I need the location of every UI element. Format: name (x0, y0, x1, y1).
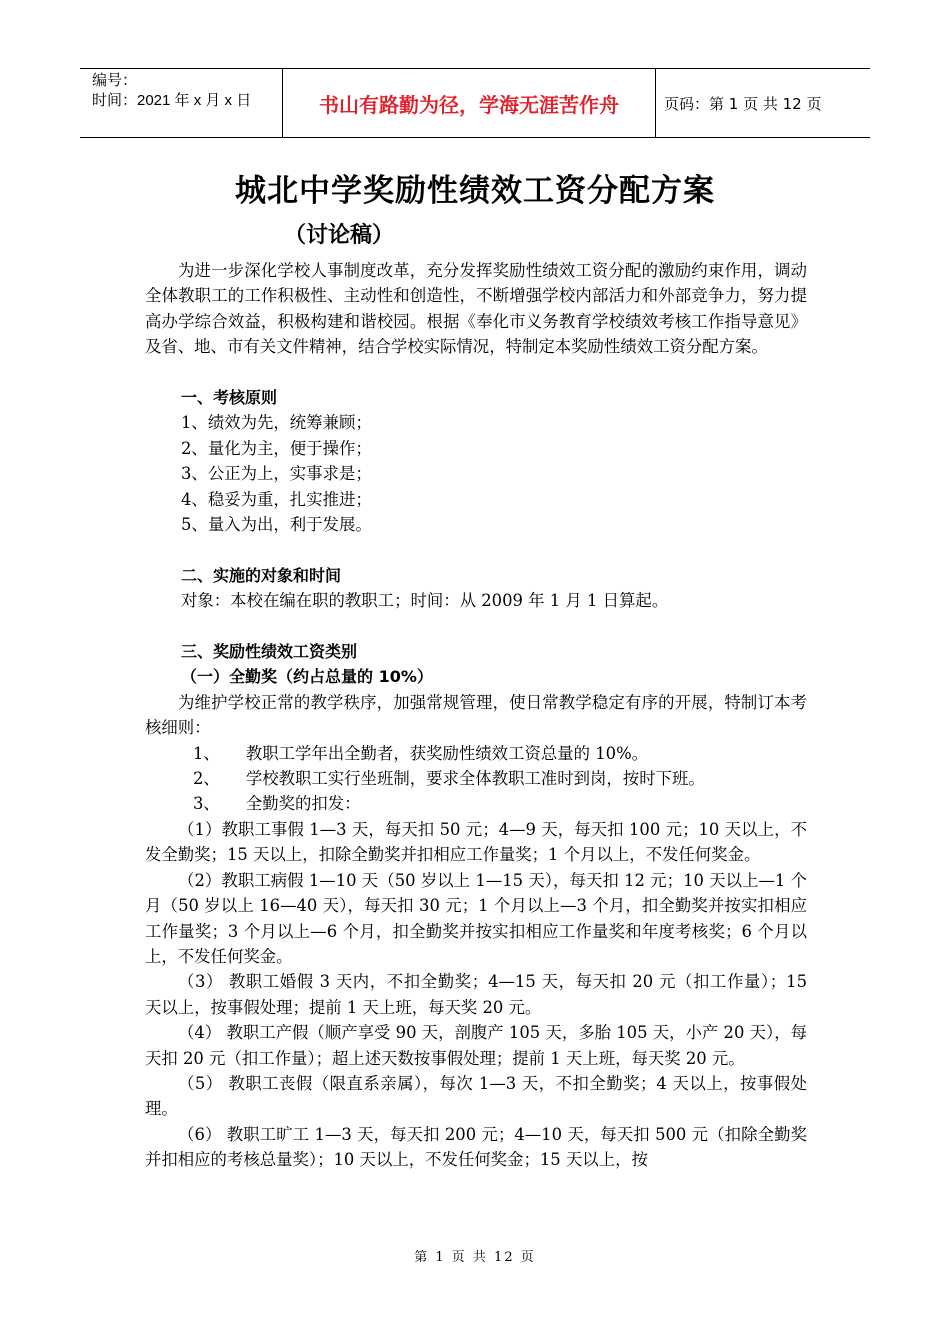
detail-paragraph: （2）教职工病假 1—10 天（50 岁以上 1—15 天），每天扣 12 元；10 天以上—1 个月（50 岁以上 16—40 天），每天扣 30 元；1 个月以上—3 个月，扣全勤奖并按实扣相应工作量奖；3 个月以上—6 个月，扣全勤奖并按实扣相应工作量奖和年度考核奖；6 个月以上，不发任何奖金。 (145, 870, 807, 966)
rule-item (145, 741, 807, 766)
detail-paragraph: （1）教职工事假 1—3 天，每天扣 50 元；4—9 天，每天扣 100 元；10 天以上，不发全勤奖；15 天以上，扣除全勤奖并扣相应工作量奖；1 个月以上，不发任何奖金。 (145, 819, 807, 865)
intro-paragraph: 为进一步深化学校人事制度改革，充分发挥奖励性绩效工资分配的激励约束作用，调动全体教职工的工作积极性、主动性和创造性，不断增强学校内部活力和外部竞争力，努力提高办学综合效益，积极构建和谐校园。根据《奉化市义务教育学校绩效考核工作指导意见》及省、地、市有关文件精神，结合学校实际情况，特制定本奖励性绩效工资分配方案。 (145, 261, 807, 357)
detail-paragraph: （4） 教职工产假（顺产享受 90 天，剖腹产 105 天，多胎 105 天，小产 20 天），每天扣 20 元（扣工作量）；超上述天数按事假处理；提前 1 天上班，每天奖 20 元。 (145, 1023, 807, 1068)
principle-item: 1、绩效为先，统筹兼顾； (181, 413, 372, 433)
principle-item: 5、量入为出，利于发展。 (181, 515, 372, 535)
page-label: 页码：第 1 页 共 12 页 (664, 94, 822, 113)
section-1-heading: 一、考核原则 (181, 388, 278, 408)
section-2-text: 对象：本校在编在职的教职工；时间：从 2009 年 1 月 1 日算起。 (181, 591, 669, 611)
document-body (145, 258, 807, 1173)
rule-item (145, 766, 807, 791)
document-title: 城北中学奖励性绩效工资分配方案 (235, 173, 715, 209)
code-label: 编号： (92, 72, 138, 89)
principle-item: 3、公正为上，实事求是； (181, 464, 372, 484)
rule-number: 2、 (193, 769, 220, 789)
header-meta (80, 69, 282, 137)
rule-item (145, 791, 807, 816)
document-subtitle: （讨论稿） (284, 223, 395, 248)
section-2-heading: 二、实施的对象和时间 (181, 565, 342, 585)
rule-text: 全勤奖的扣发： (245, 794, 361, 814)
principle-item: 2、量化为主，便于操作； (181, 438, 372, 458)
section-3-subheading: （一）全勤奖（约占总量的 10%） (181, 667, 433, 687)
section-3-intro: 为维护学校正常的教学秩序，加强常规管理，使日常教学稳定有序的开展，特制订本考核细则： (145, 692, 807, 738)
rule-number: 1、 (193, 743, 220, 763)
motto: 书山有路勤为径，学海无涯苦作舟 (282, 69, 656, 137)
principle-item: 4、稳妥为重，扎实推进； (181, 489, 372, 509)
detail-paragraph: （6） 教职工旷工 1—3 天，每天扣 200 元；4—10 天，每天扣 500 元（扣除全勤奖并扣相应的考核总量奖）；10 天以上，不发任何奖金；15 天以上，按 (145, 1124, 807, 1170)
rule-text: 学校教职工实行坐班制，要求全体教职工准时到岗，按时下班。 (245, 769, 705, 789)
page-header (80, 68, 870, 138)
time-label: 时间：2021 年 x 月 x 日 (92, 92, 252, 109)
detail-paragraph: （3） 教职工婚假 3 天内，不扣全勤奖；4—15 天，每天扣 20 元（扣工作量）；15 天以上，按事假处理；提前 1 天上班，每天奖 20 元。 (145, 972, 807, 1017)
detail-paragraph: （5） 教职工丧假（限直系亲属），每次 1—3 天，不扣全勤奖；4 天以上，按事假处理。 (145, 1073, 807, 1119)
rule-number: 3、 (193, 794, 220, 814)
page-footer: 第 1 页 共 12 页 (414, 1250, 536, 1265)
rule-text: 教职工学年出全勤者，获奖励性绩效工资总量的 10%。 (245, 743, 649, 763)
section-3-heading: 三、奖励性绩效工资类别 (181, 642, 358, 662)
